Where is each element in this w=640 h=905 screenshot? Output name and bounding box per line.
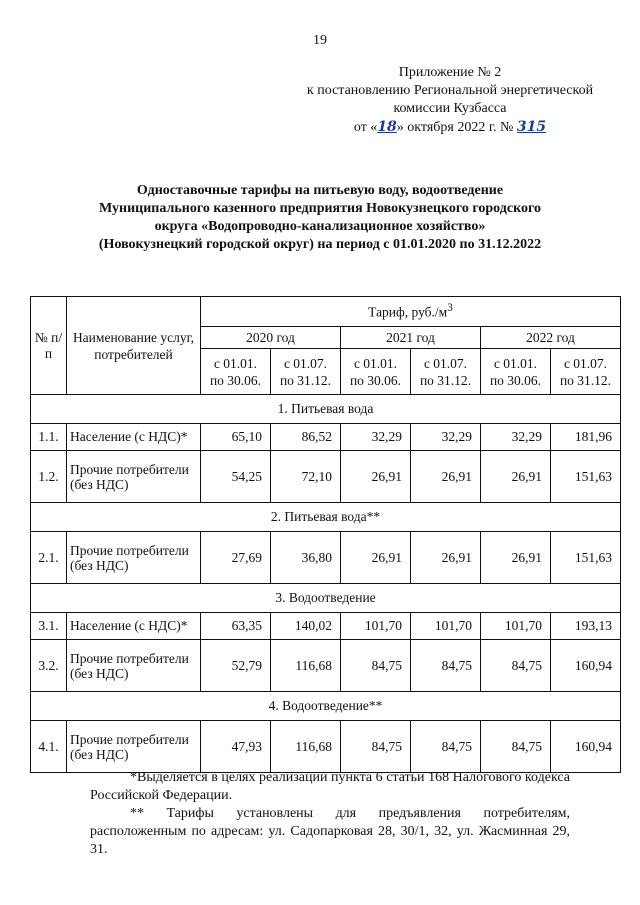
period-end: по 30.06. [349, 372, 402, 388]
tariff-value: 36,80 [271, 532, 341, 584]
tariff-value: 26,91 [341, 451, 411, 503]
row-consumer-name: Прочие потребители (без НДС) [67, 721, 201, 773]
section-title: 4. Водоотведение** [31, 692, 621, 721]
tariff-value: 84,75 [481, 640, 551, 692]
tariff-table [30, 296, 621, 773]
tariff-value: 86,52 [271, 424, 341, 451]
tariff-value: 26,91 [481, 451, 551, 503]
period-end: по 30.06. [209, 372, 262, 388]
row-consumer-name: Население (с НДС)* [67, 613, 201, 640]
tariff-value: 84,75 [341, 640, 411, 692]
tariff-value: 65,10 [201, 424, 271, 451]
tariff-value: 32,29 [481, 424, 551, 451]
period-start: с 01.07. [283, 355, 328, 371]
date-prefix: от « [353, 120, 378, 135]
footnote-addresses: ** Тарифы установлены для предъявления потребителям, расположенным по адресам: ул. Садопарковая 28, 30/1, 32, ул. Жасминная 29, 31. [90, 806, 570, 857]
header-period [551, 349, 621, 395]
row-consumer-name: Прочие потребители (без НДС) [67, 640, 201, 692]
period-start: с 01.01. [493, 355, 538, 371]
section-row [31, 584, 621, 613]
tariff-value: 101,70 [411, 613, 481, 640]
tariff-value: 151,63 [551, 532, 621, 584]
period-start: с 01.07. [563, 355, 608, 371]
table-row [31, 424, 621, 451]
header-period [341, 349, 411, 395]
page-number: 19 [313, 33, 327, 48]
header-year-2021: 2021 год [341, 327, 481, 349]
period-start: с 01.01. [213, 355, 258, 371]
period-end: по 31.12. [279, 372, 332, 388]
header-period [481, 349, 551, 395]
table-row [31, 721, 621, 773]
header-period [271, 349, 341, 395]
tariff-unit-label: Тариф, руб./м [368, 304, 448, 320]
tariff-value: 26,91 [341, 532, 411, 584]
appendix-title: Приложение № 2 [398, 65, 502, 80]
tariff-value: 47,93 [201, 721, 271, 773]
header-service-name: Наименование услуг, потребителей [67, 297, 201, 395]
header-period [201, 349, 271, 395]
document-title [70, 182, 570, 254]
appendix-resolution-line: к постановлению Региональной энергетической [306, 83, 594, 98]
header-period [411, 349, 481, 395]
section-row [31, 395, 621, 424]
tariff-value: 151,63 [551, 451, 621, 503]
row-number: 2.1. [31, 532, 67, 584]
header-number: № п/п [31, 297, 67, 395]
appendix-header [290, 64, 610, 137]
tariff-value: 101,70 [341, 613, 411, 640]
title-line-2: Муниципального казенного предприятия Новокузнецкого городского [99, 201, 541, 216]
title-line-1: Одноставочные тарифы на питьевую воду, водоотведение [136, 183, 504, 198]
row-number: 4.1. [31, 721, 67, 773]
handwritten-doc-number: 315 [516, 119, 547, 135]
row-number: 3.2. [31, 640, 67, 692]
tariff-value: 116,68 [271, 640, 341, 692]
section-row [31, 503, 621, 532]
tariff-value: 26,91 [411, 532, 481, 584]
header-year-2022: 2022 год [481, 327, 621, 349]
row-consumer-name: Прочие потребители (без НДС) [67, 532, 201, 584]
handwritten-day: 18 [377, 119, 397, 135]
appendix-date-line [290, 118, 610, 137]
period-start: с 01.01. [353, 355, 398, 371]
tariff-value: 193,13 [551, 613, 621, 640]
section-title: 3. Водоотведение [31, 584, 621, 613]
tariff-value: 116,68 [271, 721, 341, 773]
section-title: 2. Питьевая вода** [31, 503, 621, 532]
tariff-value: 84,75 [411, 721, 481, 773]
section-row [31, 692, 621, 721]
period-start: с 01.07. [423, 355, 468, 371]
tariff-value: 32,29 [341, 424, 411, 451]
date-suffix: » октября 2022 г. № [396, 120, 514, 135]
section-title: 1. Питьевая вода [31, 395, 621, 424]
period-end: по 30.06. [489, 372, 542, 388]
tariff-value: 52,79 [201, 640, 271, 692]
tariff-value: 84,75 [411, 640, 481, 692]
title-line-3: округа «Водопроводно-канализационное хозяйство» [154, 219, 486, 234]
footnotes [90, 769, 570, 859]
appendix-commission-line: комиссии Кузбасса [393, 101, 507, 116]
row-consumer-name: Прочие потребители (без НДС) [67, 451, 201, 503]
tariff-value: 26,91 [411, 451, 481, 503]
tariff-value: 27,69 [201, 532, 271, 584]
row-number: 1.2. [31, 451, 67, 503]
tariff-value: 72,10 [271, 451, 341, 503]
tariff-value: 160,94 [551, 721, 621, 773]
footnote-vat: *Выделяется в целях реализации пункта 6 статьи 168 Налогового кодекса Российской Федерации. [90, 770, 570, 803]
tariff-unit-exponent: 3 [447, 302, 453, 315]
row-number: 1.1. [31, 424, 67, 451]
tariff-value: 26,91 [481, 532, 551, 584]
tariff-value: 84,75 [341, 721, 411, 773]
header-year-2020: 2020 год [201, 327, 341, 349]
period-end: по 31.12. [559, 372, 612, 388]
table-row [31, 532, 621, 584]
tariff-value: 160,94 [551, 640, 621, 692]
table-row [31, 451, 621, 503]
tariff-value: 101,70 [481, 613, 551, 640]
title-line-4: (Новокузнецкий городской округ) на период с 01.01.2020 по 31.12.2022 [98, 237, 542, 252]
tariff-value: 63,35 [201, 613, 271, 640]
tariff-value: 140,02 [271, 613, 341, 640]
row-consumer-name: Население (с НДС)* [67, 424, 201, 451]
tariff-value: 181,96 [551, 424, 621, 451]
tariff-value: 84,75 [481, 721, 551, 773]
table-row [31, 613, 621, 640]
tariff-value: 32,29 [411, 424, 481, 451]
period-end: по 31.12. [419, 372, 472, 388]
tariff-value: 54,25 [201, 451, 271, 503]
header-tariff [201, 297, 621, 327]
table-row [31, 640, 621, 692]
row-number: 3.1. [31, 613, 67, 640]
